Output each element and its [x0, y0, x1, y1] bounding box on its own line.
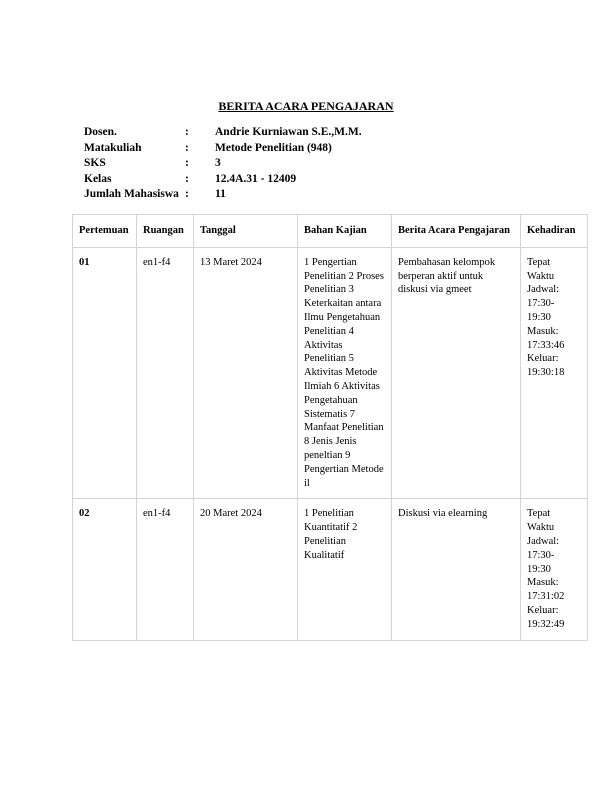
cell-kehadiran: Tepat Waktu Jadwal: 17:30- 19:30 Masuk: 17:33:46 Keluar: 19:30:18 — [521, 247, 588, 499]
cell-tanggal: 13 Maret 2024 — [194, 247, 298, 499]
cell-berita-acara: Diskusi via elearning — [392, 499, 521, 640]
info-value: 3 — [215, 157, 221, 169]
cell-bahan-kajian: 1 Penelitian Kuantitatif 2 Penelitian Kualitatif — [298, 499, 392, 640]
header-berita-acara: Berita Acara Pengajaran — [392, 215, 521, 248]
cell-kehadiran: Tepat Waktu Jadwal: 17:30- 19:30 Masuk: 17:31:02 Keluar: 19:32:49 — [521, 499, 588, 640]
table-header-row — [73, 215, 588, 248]
info-colon: : — [185, 172, 189, 185]
info-label: SKS — [84, 157, 106, 169]
info-label: Matakuliah — [84, 141, 142, 154]
info-colon: : — [185, 188, 189, 200]
header-tanggal: Tanggal — [194, 215, 298, 248]
header-ruangan: Ruangan — [137, 215, 194, 248]
document-title: BERITA ACARA PENGAJARAN — [218, 99, 394, 113]
info-label: Dosen. — [84, 126, 117, 138]
info-colon: : — [185, 141, 189, 154]
info-value: 12.4A.31 - 12409 — [215, 172, 297, 185]
cell-bahan-kajian: 1 Pengertian Penelitian 2 Proses Penelitian 3 Keterkaitan antara Ilmu Pengetahuan Penelitian 4 Aktivitas Penelitian 5 Aktivitas Metode Ilmiah 6 Aktivitas Pengetahuan Sistematis 7 Manfaat Penelitian 8 Jenis Jenis peneltian 9 Pengertian Metode il — [298, 247, 392, 499]
cell-tanggal: 20 Maret 2024 — [194, 499, 298, 640]
info-value: 11 — [215, 188, 226, 200]
info-label: Kelas — [84, 172, 112, 185]
cell-berita-acara: Pembahasan kelompok berperan aktif untuk diskusi via gmeet — [392, 247, 521, 499]
cell-ruangan: en1-f4 — [137, 247, 194, 499]
info-value: Andrie Kurniawan S.E.,M.M. — [215, 126, 362, 138]
cell-ruangan: en1-f4 — [137, 499, 194, 640]
cell-pertemuan: 01 — [73, 247, 137, 499]
table-row — [73, 247, 588, 499]
table-row — [73, 499, 588, 640]
header-kehadiran: Kehadiran — [521, 215, 588, 248]
header-bahan-kajian: Bahan Kajian — [298, 215, 392, 248]
info-colon: : — [185, 126, 189, 138]
info-colon: : — [185, 157, 189, 169]
cell-pertemuan: 02 — [73, 499, 137, 640]
header-pertemuan: Pertemuan — [73, 215, 137, 248]
info-value: Metode Penelitian (948) — [215, 141, 332, 154]
info-label: Jumlah Mahasiswa — [84, 188, 179, 200]
teaching-record-table — [72, 214, 588, 641]
